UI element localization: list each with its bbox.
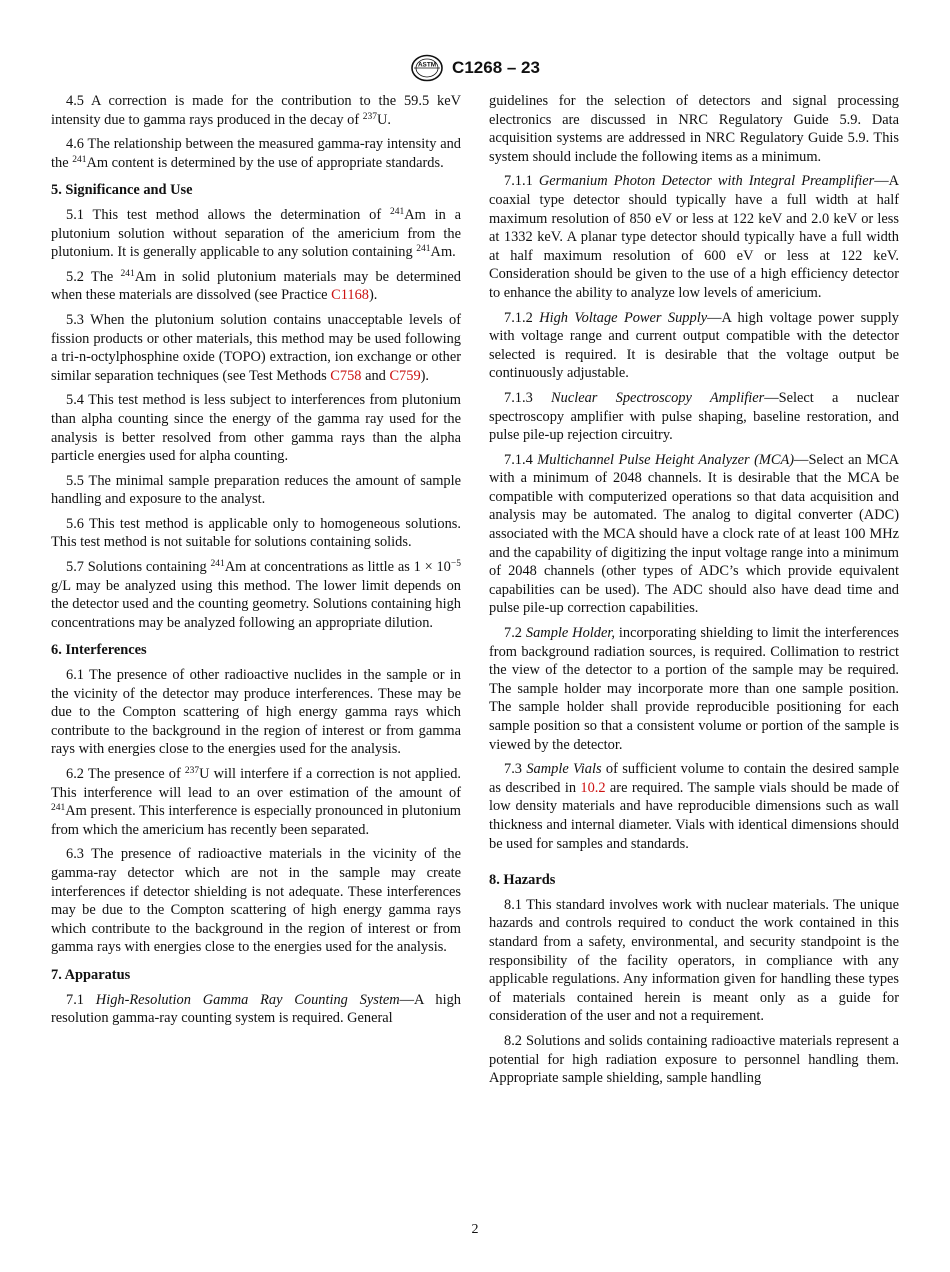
para-7-2: 7.2 Sample Holder, incorporating shielding to limit the interferences from background radiation sources, is required. Collimation to restrict the view of the detector to a portion of the sample may be required. The sample holder may incorporate more than one sample position. The sample holder shall provide reproducible positioning for each sample position so that a consistent volume or portion of the sample is viewed by the detector. [489, 625, 900, 753]
para-6-3: 6.3 The presence of radioactive materials in the vicinity of the gamma-ray detector which are not in the sample may create interferences if detector shielding is not adequate. These interferences may be due to the Compton scattering of high energy gamma rays which contribute to the background in the region of interest or from gamma rays with energies close to the energies used for the analysis. [51, 846, 461, 956]
para-5-2: 5.2 The $^{241}$Am in solid plutonium materials may be determined when these materials are dissolved (see Practice C1168). [51, 268, 462, 304]
para-5-5: 5.5 The minimal sample preparation reduces the amount of sample handling and exposure to the analyst. [51, 472, 461, 508]
left-column [51, 92, 461, 1034]
para-7-1-3: 7.1.3 Nuclear Spectroscopy Amplifier—Select a nuclear spectroscopy amplifier with pulse shaping, baseline restoration, and pulse pile-up rejection circuitry. [489, 389, 899, 444]
para-5-1: 5.1 This test method allows the determination of $^{241}$Am in a plutonium solution without separation of the americium from the plutonium. It is generally applicable to any solution containing $^{241}$Am. [51, 206, 461, 261]
para-7-1-4: 7.1.4 Multichannel Pulse Height Analyzer (MCA)—Select an MCA with a minimum of 2048 channels. It is desirable that the MCA be compatible with computerized operations so that data acquisition and analysis may be automated. The analog to digital converter (ADC) associated with the MCA should have a clock rate of at least 100 MHz and the capability of digitizing the input voltage range into a minimum of 2048 channels (other types of ADC’s which provide equivalent capabilities can be used). The ADC should also have dead time and pulse pile-up correction capabilities. [489, 451, 899, 617]
para-5-3: 5.3 When the plutonium solution contains unacceptable levels of fission products or other materials, this method may be used following a tri-n-octylphosphine oxide (TOPO) extraction, ion exchange or other similar separation techniques (see Test Methods C758 and C759). [51, 311, 461, 384]
para-8-1: 8.1 This standard involves work with nuclear materials. The unique hazards and controls required to conduct the work contained in this standard from a safety, environmental, and security standpoint is the responsibility of the facility operators, in compliance with any applicable regulations. Any information given for handling these types of materials contained herein is meant only as a guide for consideration of the user and not a requirement. [489, 896, 899, 1025]
para-7-1-1: 7.1.1 Germanium Photon Detector with Integral Preamplifier—A coaxial type detector should typically have a full width at half maximum resolution of 850 eV or less at 122 keV and 2.0 keV or less at 1332 keV. A planar type detector should typically have a full width at half maximum resolution of 600 eV or less at 122 keV. Consideration should be given to the use of a high efficiency detector to enhance the ability to analyze low levels of americium. [489, 173, 899, 301]
para-4-5: 4.5 A correction is made for the contribution to the 59.5 keV intensity due to gamma rays produced in the decay of $^{237}$U. [51, 93, 461, 128]
section-heading-6: 6. Interferences [51, 642, 147, 659]
para-8-2: 8.2 Solutions and solids containing radioactive materials represent a potential for high radiation exposure to personnel handling them. Appropriate sample shielding, sample handling [489, 1032, 899, 1087]
ref-link-c758[interactable]: C758 [330, 367, 362, 384]
right-column [489, 92, 899, 1094]
section-heading-7: 7. Apparatus [51, 966, 131, 983]
para-7-3: 7.3 Sample Vials of sufficient volume to contain the desired sample as described in 10.2 are required. The sample vials should be made of low density materials and have reproducible dimensions such as wall thickness and internal diameter. Vials with identical dimensions should be used for samples and standards. [489, 761, 900, 852]
para-5-7: 5.7 Solutions containing $^{241}$Am at concentrations as little as $1 \times 10^{-5}$ g/L may be analyzed using this method. The lower limit depends on the detector used and the counting geometry. Solutions containing high concentrations may be analyzed following an appropriate dilution. [51, 559, 461, 631]
ref-link-c1168[interactable]: C1168 [331, 287, 369, 304]
para-6-1: 6.1 The presence of other radioactive nuclides in the sample or in the vicinity of the detector may produce interferences. These may be due to the Compton scattering of high energy gamma rays which contribute to the background in the region of interest or from gamma rays with energies close to the energies used for the analysis. [51, 667, 461, 758]
ref-link-10-2[interactable]: 10.2 [580, 779, 606, 796]
ref-link-c759[interactable]: C759 [389, 367, 421, 384]
para-7-1: 7.1 High-Resolution Gamma Ray Counting System—A high resolution gamma-ray counting system is required. General [51, 991, 462, 1027]
para-7-1-2: 7.1.2 High Voltage Power Supply—A high voltage power supply with voltage range and current output compatible with the detector selected is required. It is desirable that the voltage output be continuously adjustable. [489, 309, 899, 382]
section-heading-5: 5. Significance and Use [51, 182, 193, 199]
para-5-6: 5.6 This test method is applicable only to homogeneous solutions. This test method is not suitable for solutions containing solids. [51, 515, 461, 551]
para-4-6: 4.6 The relationship between the measured gamma-ray intensity and the $^{241}$Am content is determined by the use of appropriate standards. [51, 136, 461, 171]
astm-logo-icon [410, 54, 444, 82]
logo-text: ASTM [417, 61, 437, 69]
para-6-2: 6.2 The presence of $^{237}$U will interfere if a correction is not applied. This interference will lead to an over estimation of the amount of $^{241}$Am present. This interference is especially pronounced in plutonium from which the americium has recently been separated. [51, 766, 461, 838]
para-7-1-continued: guidelines for the selection of detectors and signal processing electronics are discussed in NRC Regulatory Guide 5.9. Data acquisition systems are addressed in NRC Regulatory Guide 5.9. This system should include the following items as a minimum. [489, 93, 899, 165]
page-number: 2 [471, 1222, 479, 1237]
section-heading-8: 8. Hazards [489, 872, 556, 889]
para-5-4: 5.4 This test method is less subject to interferences from plutonium than alpha counting since the energy of the gamma ray used for the analysis is better resolved from other gamma rays than the alpha particle energies used for alpha counting. [51, 392, 461, 465]
document-designation: C1268 – 23 [452, 58, 540, 77]
page-header [0, 54, 950, 84]
